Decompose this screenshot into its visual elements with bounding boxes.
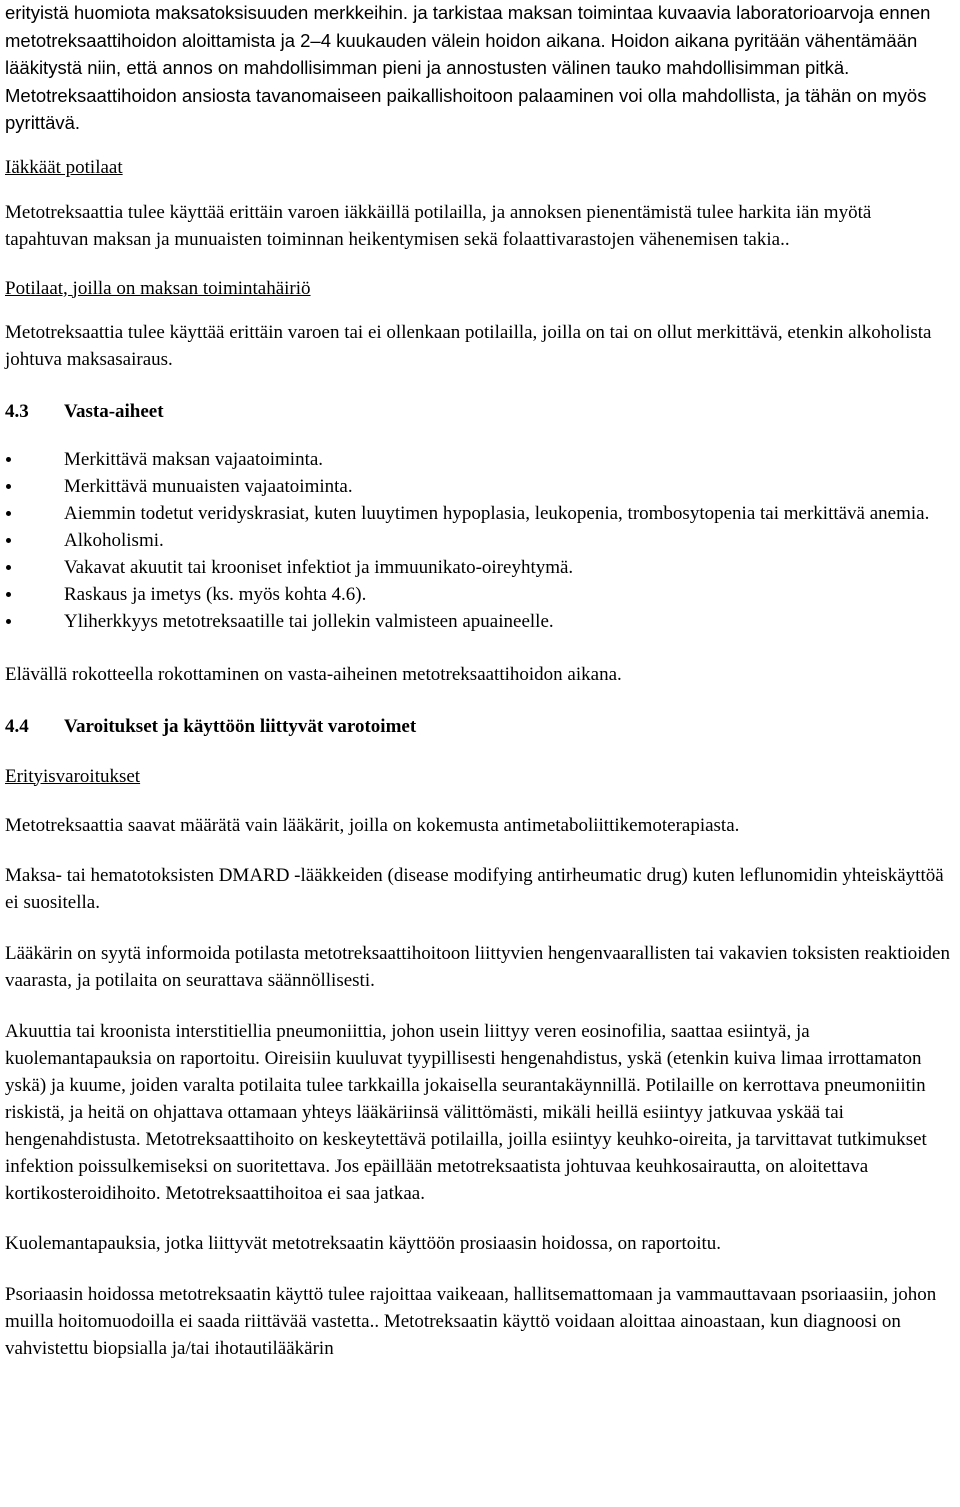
liver-paragraph: Metotreksaattia tulee käyttää erittäin varoen tai ei ollenkaan potilailla, joilla on tai on ollut merkittävä, etenkin alkoholista johtuva maksasairaus. xyxy=(5,321,932,370)
live-vaccine-paragraph: Elävällä rokotteella rokottaminen on vasta-aiheinen metotreksaattihoidon aikana. xyxy=(5,663,622,685)
elderly-heading: Iäkkäät potilaat xyxy=(5,156,123,178)
list-item: Merkittävä maksan vajaatoiminta. xyxy=(5,446,955,473)
list-item: Alkoholismi. xyxy=(5,527,955,554)
section-title: Vasta-aiheet xyxy=(64,400,164,422)
warning-paragraph: Psoriaasin hoidossa metotreksaatin käyttö tulee rajoittaa vaikeaan, hallitsemattomaan ja vammauttavaan psoriaasiin, johon muilla hoitomuodoilla ei saada riittävää vastetta.. Metotreksaatin käyttö voidaan aloittaa ainoastaan, kun diagnoosi on vahvistettu biopsialla ja/tai ihotautilääkärin xyxy=(5,1283,937,1359)
list-item: Yliherkkyys metotreksaatille tai jollekin valmisteen apuaineelle. xyxy=(5,608,955,635)
contraindications-list xyxy=(5,446,955,635)
warning-paragraph: Lääkärin on syytä informoida potilasta metotreksaattihoitoon liittyvien hengenvaarallisten tai vakavien toksisten reaktioiden vaarasta, ja potilaita on seurattava säännöllisesti. xyxy=(5,942,950,991)
section-number: 4.4 xyxy=(5,715,29,737)
warning-paragraph: Kuolemantapauksia, jotka liittyvät metotreksaatin käyttöön prosiaasin hoidossa, on raportoitu. xyxy=(5,1232,722,1254)
liver-heading: Potilaat, joilla on maksan toimintahäiriö xyxy=(5,277,311,299)
list-item: Raskaus ja imetys (ks. myös kohta 4.6). xyxy=(5,581,955,608)
warning-paragraph: Metotreksaattia saavat määrätä vain lääkärit, joilla on kokemusta antimetaboliittikemoterapiasta. xyxy=(5,814,740,836)
warning-paragraph: Akuuttia tai kroonista interstitiellia pneumoniittia, johon usein liittyy veren eosinofilia, saattaa esiintyä, ja kuolemantapauksia on raportoitu. Oireisiin kuuluvat tyypillisesti hengenahdistus, yskä (etenkin kuiva limaa irrottamaton yskä) ja kuume, joiden varalta potilaita tulee tarkkailla jokaisella seurantakäynnillä. Potilaille on kerrottava pneumoniitin riskistä, ja heitä on ohjattava ottamaan yhteys lääkäriinsä välittömästi, mikäli heillä esiintyy jatkuvaa yskää tai hengenahdistusta. Metotreksaattihoito on keskeytettävä potilailla, joilla esiintyy keuhko-oireita, ja tarvittavat tutkimukset infektion poissulkemiseksi on suoritettava. Jos epäillään metotreksaatista johtuvaa keuhkosairautta, on aloitettava kortikosteroidihoito. Metotreksaattihoitoa ei saa jatkaa. xyxy=(5,1020,927,1204)
list-item: Vakavat akuutit tai krooniset infektiot ja immuunikato-oireyhtymä. xyxy=(5,554,955,581)
warning-paragraph: Maksa- tai hematotoksisten DMARD -lääkkeiden (disease modifying antirheumatic drug) kuten leflunomidin yhteiskäyttöä ei suositella. xyxy=(5,864,944,913)
list-item: Merkittävä munuaisten vajaatoiminta. xyxy=(5,473,955,500)
section-4-3-heading xyxy=(5,398,955,425)
list-item: Aiemmin todetut veridyskrasiat, kuten luuytimen hypoplasia, leukopenia, trombosytopenia tai merkittävä anemia. xyxy=(5,500,955,527)
document-page xyxy=(5,0,955,1362)
section-number: 4.3 xyxy=(5,400,29,422)
section-4-4-heading xyxy=(5,713,955,740)
intro-paragraph: erityistä huomiota maksatoksisuuden merkkeihin. ja tarkistaa maksan toimintaa kuvaavia laboratorioarvoja ennen metotreksaattihoidon aloittamista ja 2–4 kuukauden välein hoidon aikana. Hoidon aikana pyritään vähentämään lääkitystä niin, että annos on mahdollisimman pieni ja annostusten välinen tauko mahdollisimman pitkä. Metotreksaattihoidon ansiosta tavanomaiseen paikallishoitoon palaaminen voi olla mahdollista, ja tähän on myös pyrittävä. xyxy=(5,2,931,133)
section-title: Varoitukset ja käyttöön liittyvät varotoimet xyxy=(64,715,417,737)
elderly-paragraph: Metotreksaattia tulee käyttää erittäin varoen iäkkäillä potilailla, ja annoksen pienentämistä tulee harkita iän myötä tapahtuvan maksan ja munuaisten toiminnan heikentymisen sekä folaattivarastojen vähenemisen takia.. xyxy=(5,201,872,250)
special-warnings-heading: Erityisvaroitukset xyxy=(5,765,141,787)
